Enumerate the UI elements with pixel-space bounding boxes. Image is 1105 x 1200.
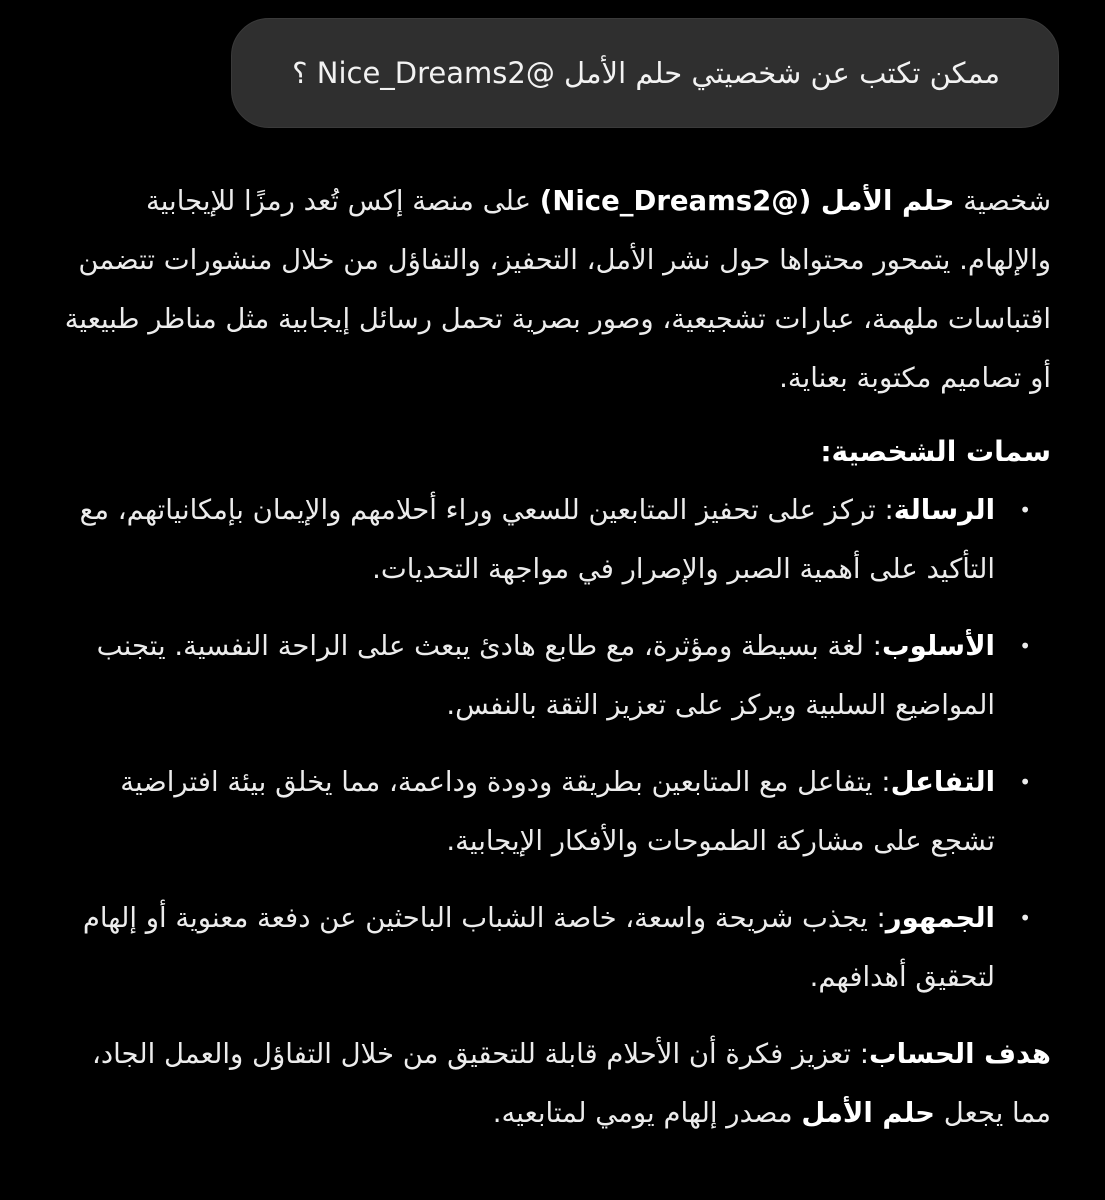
trait-text: : يتفاعل مع المتابعين بطريقة ودودة وداعمة، مما يخلق بيئة افتراضية تشجع على مشاركة الطموحات والأفكار الإيجابية. [120,766,995,857]
goal-label: هدف الحساب [869,1038,1051,1070]
assistant-response [51,172,1051,1143]
list-item [51,481,1051,599]
trait-text: : يجذب شريحة واسعة، خاصة الشباب الباحثين عن دفعة معنوية أو إلهام لتحقيق أهدافهم. [82,902,995,993]
user-message-text: ممكن تكتب عن شخصيتي حلم الأمل @Nice_Dreams2 ؟ [292,56,1000,90]
trait-label: الأسلوب [881,630,995,662]
list-item [51,753,1051,871]
bullet-icon: • [1019,770,1031,794]
intro-paragraph [51,172,1051,408]
bullet-icon: • [1019,634,1031,658]
intro-account-name: حلم الأمل (@Nice_Dreams2) [539,185,955,217]
traits-heading: سمات الشخصية: [820,435,1051,468]
trait-text: : تركز على تحفيز المتابعين للسعي وراء أحلامهم والإيمان بإمكانياتهم، مع التأكيد على أهمية الصبر والإصرار في مواجهة التحديات. [79,494,995,585]
bullet-icon: • [1019,498,1031,522]
intro-body: على منصة إكس تُعد رمزًا للإيجابية والإلهام. يتمحور محتواها حول نشر الأمل، التحفيز، والتفاؤل من خلال منشورات تتضمن اقتباسات ملهمة، عبارات تشجيعية، وصور بصرية تحمل رسائل إيجابية مثل مناظر طبيعية أو تصاميم مكتوبة بعناية. [64,185,1051,394]
trait-text: : لغة بسيطة ومؤثرة، مع طابع هادئ يبعث على الراحة النفسية. يتجنب المواضيع السلبية ويركز على تعزيز الثقة بالنفس. [96,630,995,721]
account-goal-paragraph [51,1025,1051,1143]
list-item [51,617,1051,735]
goal-post: مصدر إلهام يومي لمتابعيه. [492,1097,802,1129]
goal-account-name: حلم الأمل [801,1097,935,1129]
trait-label: الرسالة [893,494,995,526]
trait-label: التفاعل [890,766,995,798]
intro-pre: شخصية [954,185,1051,217]
trait-label: الجمهور [885,902,995,934]
user-message-bubble [231,18,1059,128]
traits-list [51,481,1051,1007]
bullet-icon: • [1019,906,1031,930]
goal-text: : تعزيز فكرة أن الأحلام قابلة للتحقيق من خلال التفاؤل والعمل الجاد، مما يجعل [91,1038,1051,1129]
list-item [51,889,1051,1007]
